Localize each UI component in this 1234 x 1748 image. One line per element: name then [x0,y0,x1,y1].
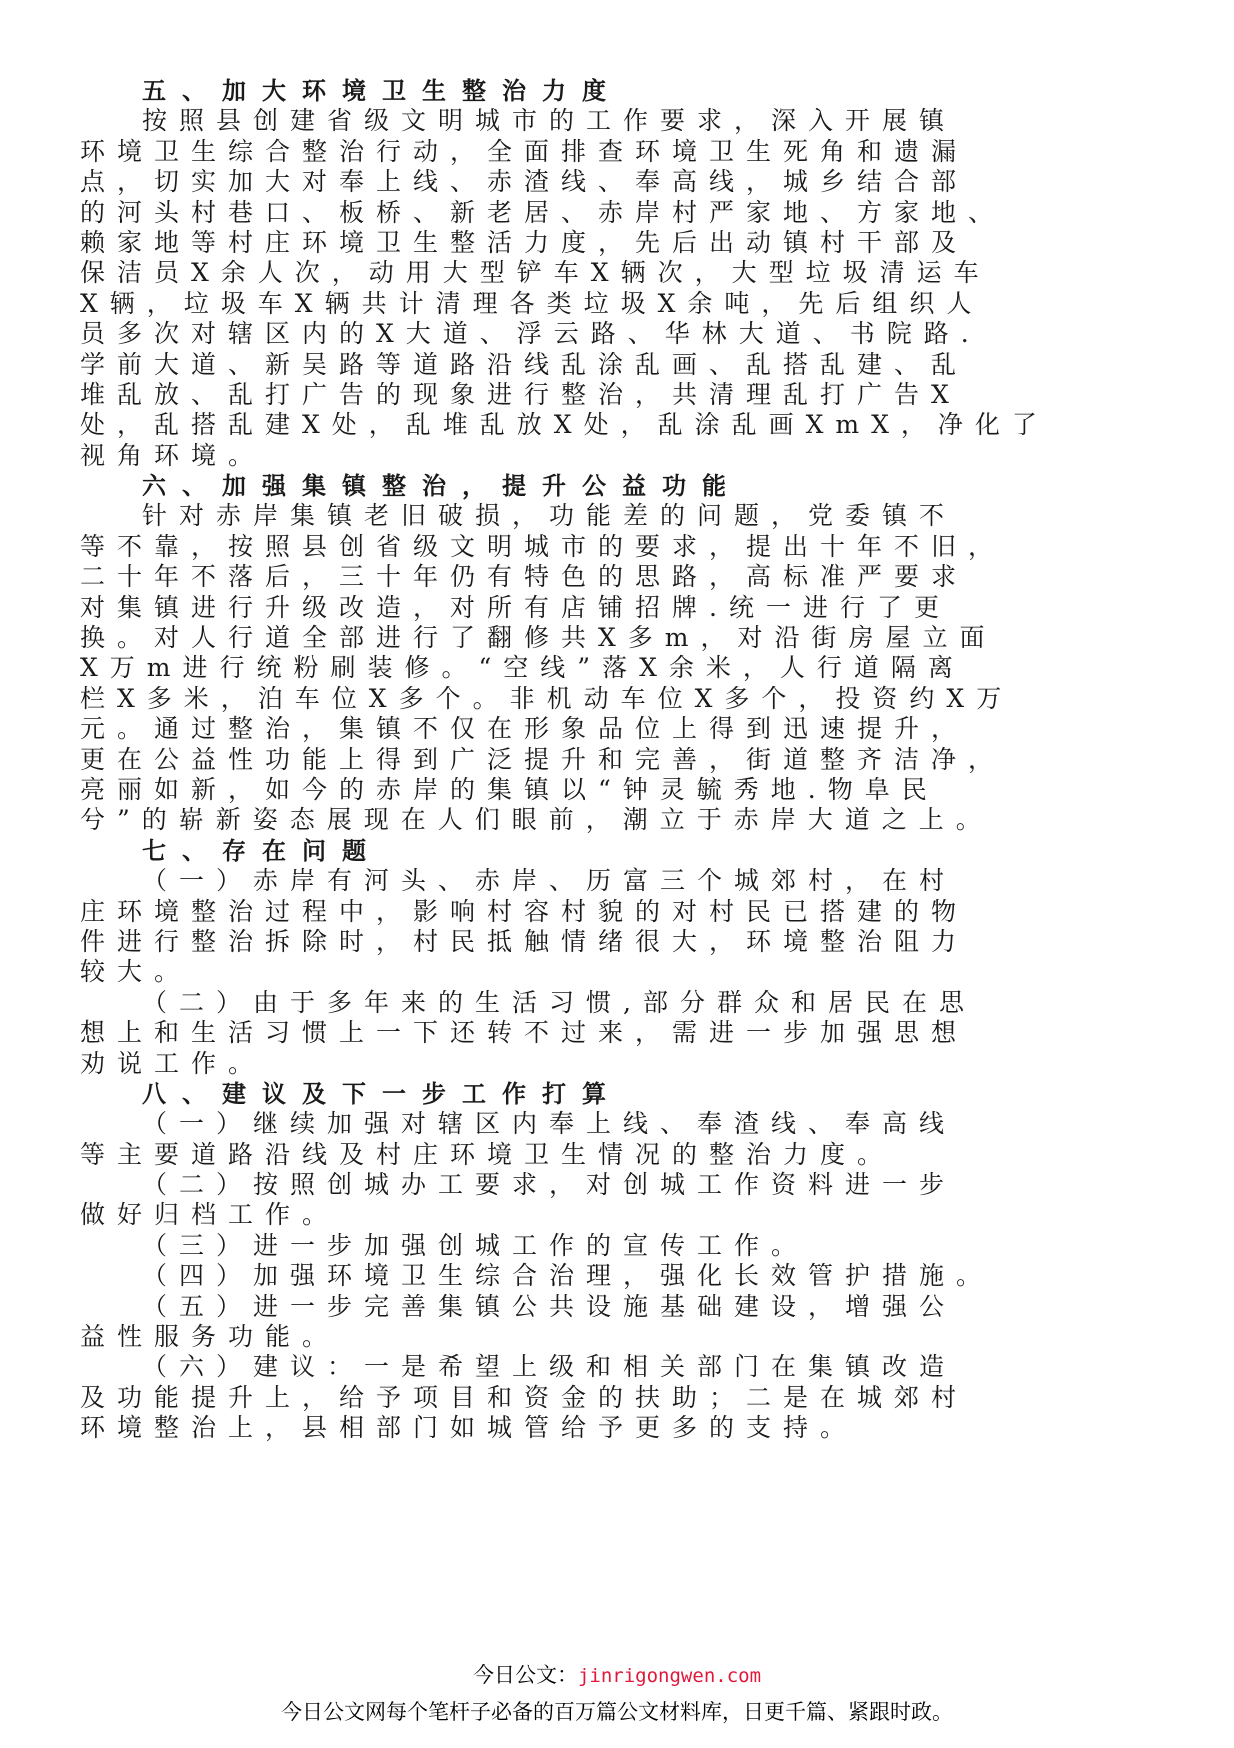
paragraph-line: 做好归档工作。 [80,1200,340,1230]
paragraph-line: 亮丽如新，如今的赤岸的集镇以“钟灵毓秀地.物阜民 [80,774,939,804]
paragraph-line: 环境卫生综合整治行动，全面排查环境卫生死角和遗漏 [80,136,969,166]
paragraph-line: （六）建议：一是希望上级和相关部门在集镇改造 [142,1352,957,1382]
paragraph-line: 及功能提升上，给予项目和资金的扶助；二是在城郊村 [80,1382,969,1412]
paragraph-line: 按照县创建省级文明城市的工作要求，深入开展镇 [142,106,957,136]
section-heading: 八、建议及下一步工作打算 [142,1079,622,1108]
paragraph-line: 益性服务功能。 [80,1322,340,1352]
paragraph-line: 较大。 [80,957,192,987]
section-heading: 七、存在问题 [142,836,382,865]
section-heading: 六、加强集镇整治，提升公益功能 [142,472,742,501]
paragraph-line: 赖家地等村庄环境卫生整活力度，先后出动镇村干部及 [80,227,969,257]
paragraph-line: 换。对人行道全部进行了翻修共X多m，对沿街房屋立面 [80,623,997,653]
footer-slogan: 今日公文网每个笔杆子必备的百万篇公文材料库，日更千篇、紧跟时政。 [281,1700,953,1724]
paragraph-line: 想上和生活习惯上一下还转不过来，需进一步加强思想 [80,1018,969,1048]
paragraph-line: 栏X多米，泊车位X多个。非机动车位X多个，投资约X万 [80,683,1014,713]
document-body [80,76,1140,1444]
paragraph-line: X辆，垃圾车X辆共计清理各类垃圾X余吨，先后组织人 [80,288,984,318]
paragraph-line: 学前大道、新吴路等道路沿线乱涂乱画、乱搭乱建、乱 [80,349,969,379]
paragraph-line: 二十年不落后，三十年仍有特色的思路，高标准严要求 [80,562,969,592]
paragraph-line: 对集镇进行升级改造，对所有店铺招牌.统一进行了更 [80,592,951,622]
paragraph-line: 视角环境。 [80,440,266,470]
paragraph-line: （一）赤岸有河头、赤岸、历富三个城郊村，在村 [142,866,957,896]
paragraph-line: （一）继续加强对辖区内奉上线、奉渣线、奉高线 [142,1109,957,1139]
paragraph-line: （二）由于多年来的生活习惯,部分群众和居民在思 [142,987,976,1017]
paragraph-line: 件进行整治拆除时，村民抵触情绪很大，环境整治阻力 [80,926,969,956]
paragraph-line: 保洁员X余人次，动用大型铲车X辆次，大型垃圾清运车 [80,258,991,288]
paragraph-line: 员多次对辖区内的X大道、浮云路、华林大道、书院路. [80,319,981,349]
paragraph-line: 劝说工作。 [80,1048,266,1078]
paragraph-line: 兮”的崭新姿态展现在人们眼前，潮立于赤岸大道之上。 [80,805,993,835]
paragraph-line: （三）进一步加强创城工作的宣传工作。 [142,1230,809,1260]
paragraph-line: 庄环境整治过程中，影响村容村貌的对村民已搭建的物 [80,896,969,926]
paragraph-line: 等不靠，按照县创省级文明城市的要求，提出十年不旧， [80,531,1006,561]
paragraph-line: 堆乱放、乱打广告的现象进行整治，共清理乱打广告X [80,379,961,409]
paragraph-line: （四）加强环境卫生综合治理，强化长效管护措施。 [142,1261,994,1291]
paragraph-line: 针对赤岸集镇老旧破损，功能差的问题，党委镇不 [142,501,957,531]
paragraph-line: 的河头村巷口、板桥、新老居、赤岸村严家地、方家地、 [80,197,1006,227]
footer-site-label: 今日公文： [472,1663,578,1687]
footer-site [0,1659,1234,1689]
paragraph-line: 等主要道路沿线及村庄环境卫生情况的整治力度。 [80,1139,895,1169]
paragraph-line: 点，切实加大对奉上线、赤渣线、奉高线，城乡结合部 [80,167,969,197]
paragraph-line: （二）按照创城办工要求，对创城工作资料进一步 [142,1170,957,1200]
paragraph-line: 处，乱搭乱建X处，乱堆乱放X处，乱涂乱画XmX，净化了 [80,410,1049,440]
section-heading: 五、加大环境卫生整治力度 [142,77,622,105]
paragraph-line: 更在公益性功能上得到广泛提升和完善，街道整齐洁净， [80,744,1006,774]
paragraph-line: 环境整治上，县相部门如城管给予更多的支持。 [80,1413,858,1443]
footer-site-url[interactable]: jinrigongwen.com [577,1665,762,1687]
paragraph-line: X万m进行统粉刷装修。“空线”落X余米，人行道隔离 [80,653,965,683]
paragraph-line: （五）进一步完善集镇公共设施基础建设，增强公 [142,1291,957,1321]
paragraph-line: 元。通过整治，集镇不仅在形象品位上得到迅速提升， [80,714,969,744]
